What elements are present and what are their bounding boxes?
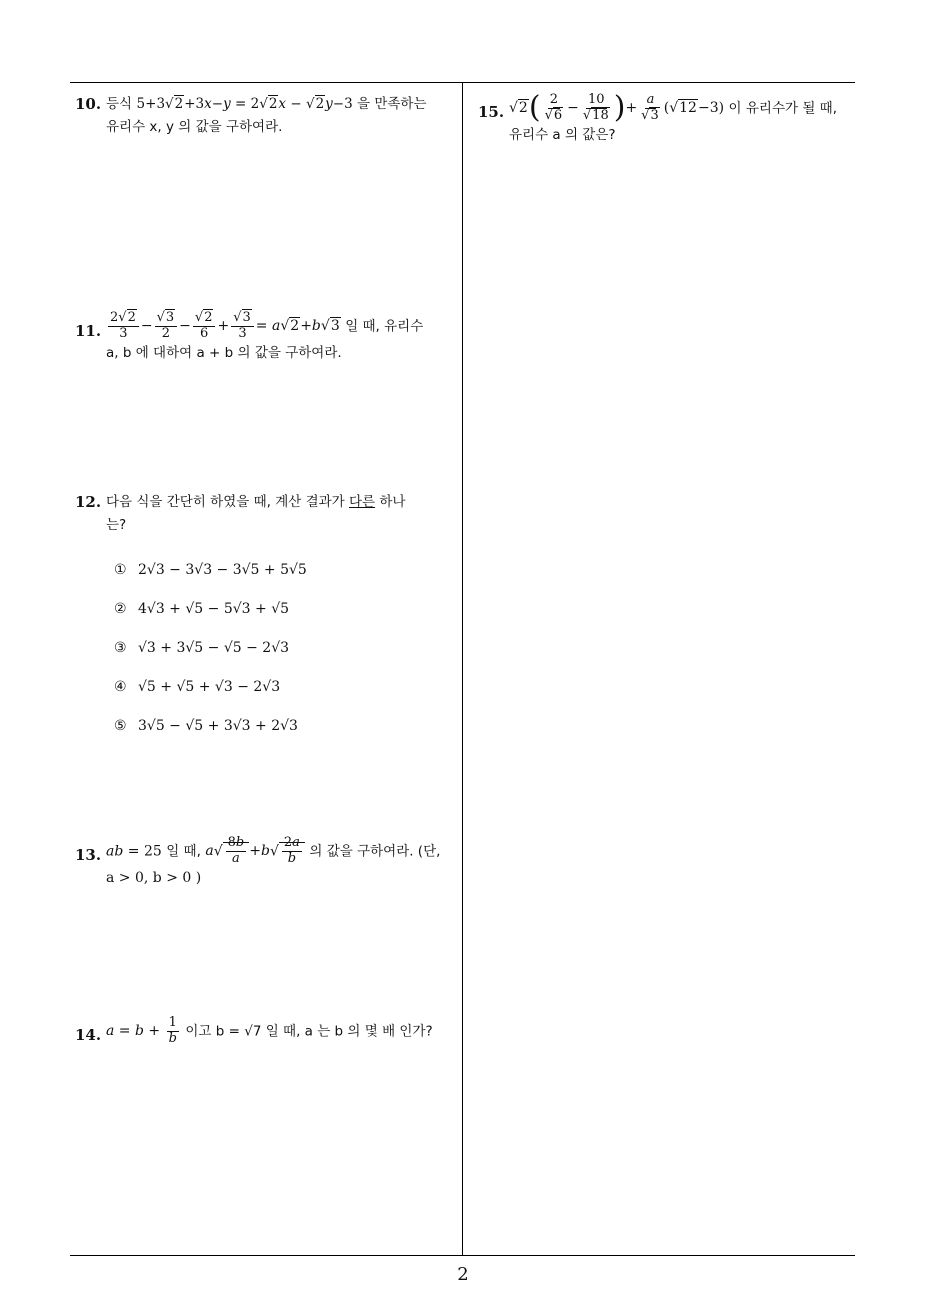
problem-13-expression: a√ $\frac{8b}{a}$ +b√ $\frac{2a}{b}$	[205, 843, 309, 859]
choice-2[interactable]	[106, 590, 465, 629]
problem-number: 11.	[75, 322, 102, 340]
choice-expression: 3√5 − √5 + 3√3 + 2√3	[138, 718, 298, 734]
problem-10	[75, 93, 465, 139]
problem-14-tail: 이고 b = √7 일 때, a 는 b 의 몇 배 인가?	[185, 1023, 433, 1040]
problem-12	[75, 491, 465, 746]
page-number: 2	[457, 1264, 469, 1285]
bottom-rule	[70, 1255, 855, 1256]
problem-15-line2: 유리수 a 의 값은?	[509, 126, 616, 143]
choice-mark: ⑤	[114, 718, 127, 734]
problem-10-tail: 을 만족하는	[357, 96, 427, 112]
choice-mark: ③	[114, 640, 127, 656]
problem-11-line1	[106, 311, 465, 342]
problem-15	[478, 90, 863, 147]
problem-13-tail: 의 값을 구하여라. (단,	[309, 843, 441, 860]
problem-10-equation: 5+3√2+3x−y = 2√2x − √2y−3	[136, 96, 357, 112]
problem-13-line2: a > 0, b > 0 )	[106, 869, 202, 886]
problem-number: 10.	[75, 95, 102, 113]
problem-15-tail: 이 유리수가 될 때,	[728, 100, 837, 117]
problem-15-line1	[509, 90, 863, 126]
problem-13-line1	[106, 836, 465, 867]
problem-10-lead: 등식	[106, 96, 133, 112]
problem-10-line1	[106, 93, 465, 116]
problem-number: 12.	[75, 493, 102, 511]
problem-10-line2: 유리수 x, y 의 값을 구하여라.	[106, 119, 283, 135]
choice-5[interactable]	[106, 707, 465, 746]
choice-expression: √3 + 3√5 − √5 − 2√3	[138, 640, 290, 656]
choice-4[interactable]	[106, 668, 465, 707]
problem-12-tail: 하나	[379, 494, 406, 510]
problem-12-line2: 는?	[106, 517, 127, 533]
problem-15-expression: √2( $\frac{2}{√6}$ − $\frac{10}{√18}$ )+ $\frac{a}{√3}$ (√12−3)	[509, 90, 729, 126]
problem-number: 14.	[75, 1026, 102, 1044]
problem-11-line2: a, b 에 대하여 a + b 의 값을 구하여라.	[106, 344, 342, 361]
problem-12-underlined: 다른	[349, 494, 376, 510]
problem-14-line1	[106, 1016, 465, 1047]
choice-3[interactable]	[106, 629, 465, 668]
choice-mark: ②	[114, 601, 127, 617]
problem-13-lead: ab = 25 일 때,	[106, 843, 201, 860]
problem-11-tail: 일 때, 유리수	[345, 318, 424, 335]
problem-number: 15.	[478, 103, 505, 121]
problem-14-expression: a = b + $\frac{1}{b}$	[106, 1015, 177, 1046]
choice-mark: ④	[114, 679, 127, 695]
problem-11	[75, 311, 465, 365]
problem-12-line1	[106, 491, 465, 514]
choice-list	[106, 551, 465, 746]
choice-expression: 2√3 − 3√3 − 3√5 + 5√5	[138, 562, 307, 578]
problem-12-lead: 다음 식을 간단히 하였을 때, 계산 결과가	[106, 494, 345, 510]
problem-13	[75, 836, 465, 890]
problem-14	[75, 1016, 465, 1047]
choice-1[interactable]	[106, 551, 465, 590]
problem-number: 13.	[75, 846, 102, 864]
choice-mark: ①	[114, 562, 127, 578]
choice-expression: 4√3 + √5 − 5√3 + √5	[138, 601, 290, 617]
choice-expression: √5 + √5 + √3 − 2√3	[138, 679, 281, 695]
problem-11-equation: $\frac{2√2}{3}$ − $\frac{√3}{2}$ − $\frac{√2}{6}$ + $\frac{√3}{3}$ = a√2+b√3	[110, 310, 340, 341]
